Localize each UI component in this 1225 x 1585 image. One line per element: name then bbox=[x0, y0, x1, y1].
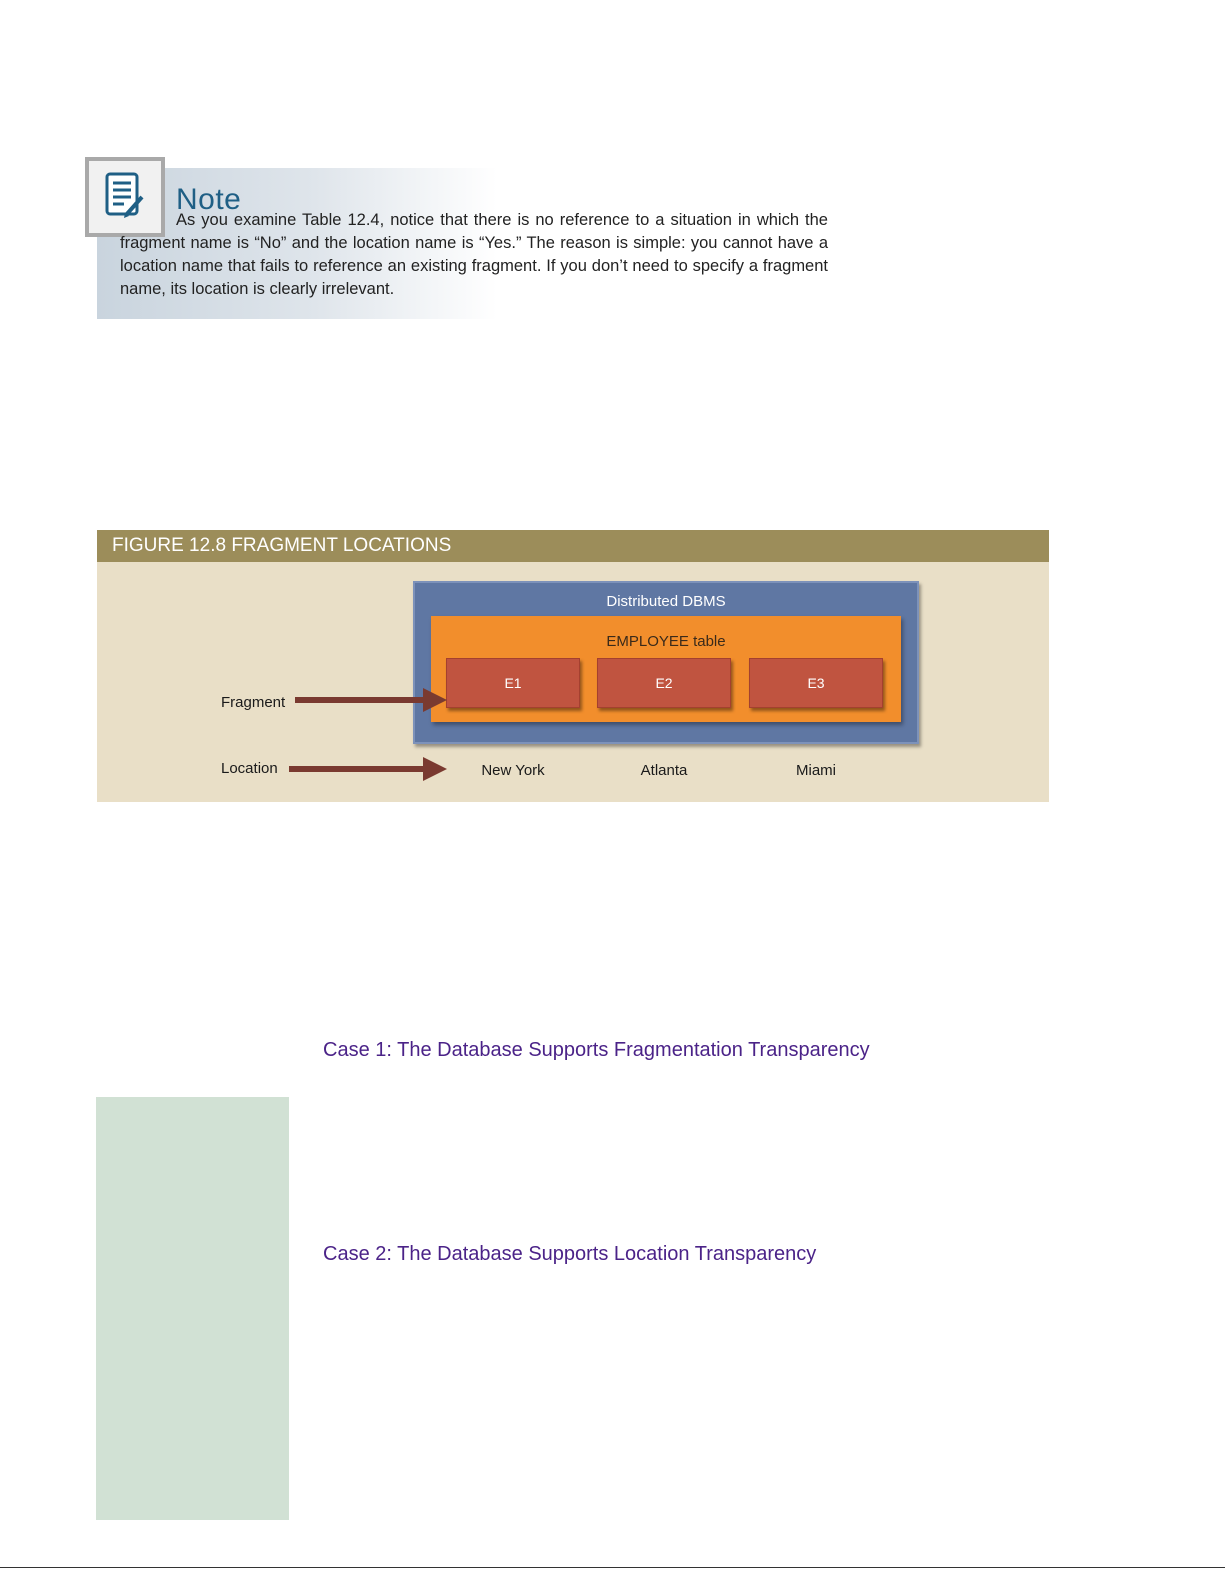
fragment-e1: E1 bbox=[446, 658, 580, 708]
fragment-e3: E3 bbox=[749, 658, 883, 708]
figure-caption: FIGURE 12.8 FRAGMENT LOCATIONS bbox=[97, 530, 1049, 562]
note-title: Note bbox=[176, 183, 242, 216]
margin-sidebar bbox=[96, 1097, 289, 1520]
fragment-label: Fragment bbox=[221, 694, 286, 711]
location-miami: Miami bbox=[796, 762, 836, 779]
location-new-york: New York bbox=[481, 762, 545, 779]
location-label: Location bbox=[221, 760, 278, 777]
employee-table-label: EMPLOYEE table bbox=[606, 633, 726, 650]
fragment-e2: E2 bbox=[597, 658, 731, 708]
location-atlanta: Atlanta bbox=[640, 762, 688, 779]
note-text: As you examine Table 12.4, notice that there is no reference to a situation in which the fragment name is “No” and the location name is “Yes.” The reason is simple: you cannot have a location name that fails to reference an existing fragment. If you don’t need to specify a fragment name, its location is clearly irrelevant. bbox=[120, 211, 828, 298]
fragment-arrow-icon bbox=[295, 688, 447, 712]
case-2-heading: Case 2: The Database Supports Location Transparency bbox=[323, 1243, 817, 1265]
location-arrow-icon bbox=[289, 757, 447, 781]
bottom-rule bbox=[0, 1567, 1225, 1568]
distributed-dbms-label: Distributed DBMS bbox=[606, 593, 726, 610]
case-1-heading: Case 1: The Database Supports Fragmentation Transparency bbox=[323, 1039, 870, 1061]
